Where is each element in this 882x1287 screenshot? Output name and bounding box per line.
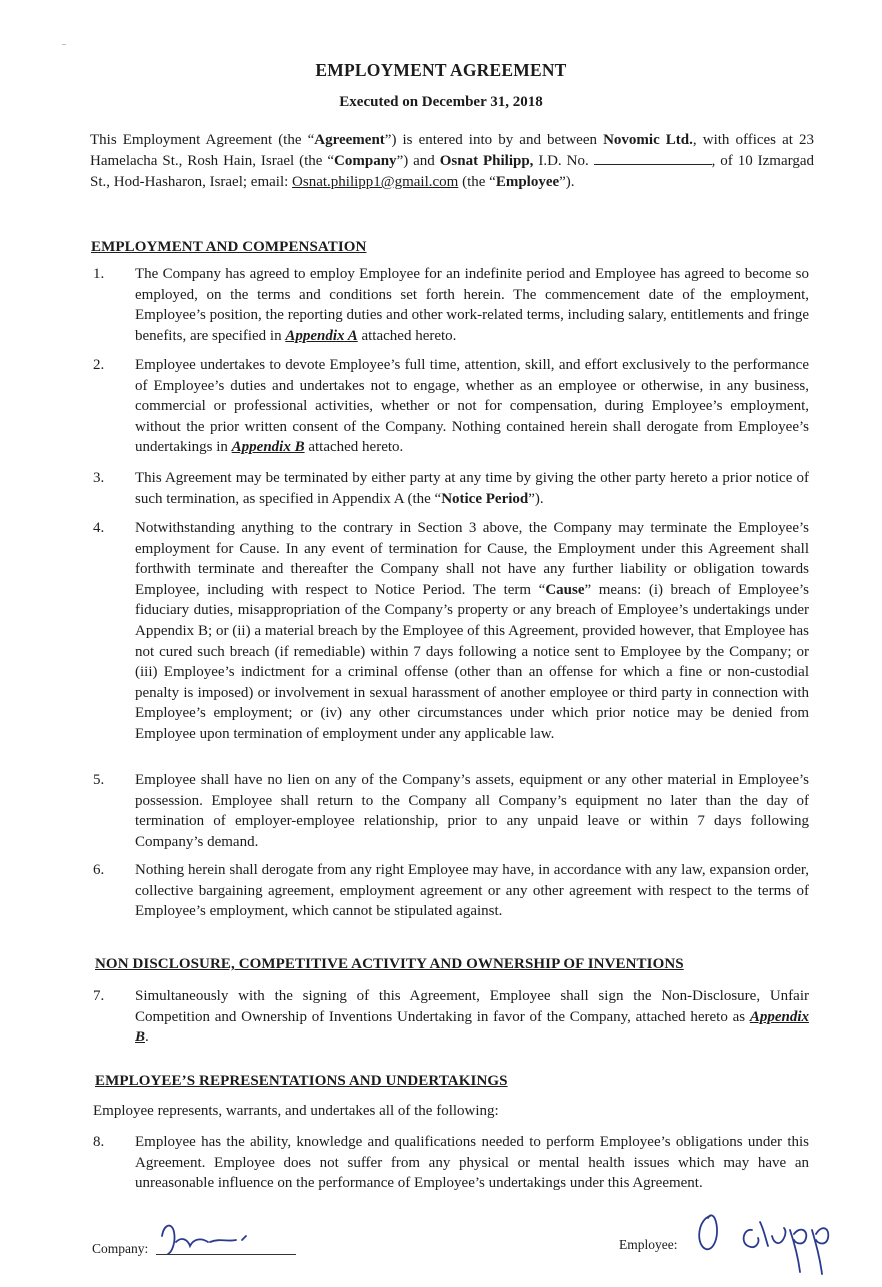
clause-text-part: Employee undertakes to devote Employee’s full time, attention, skill, and effort exclusively to the performance of Employee’s duties and undertakes not to engage, whether as an employee or otherwise, in any business, commercial or professional activities, whether or not for compensation, during Employee’s employment, without the prior written consent of the Company. Nothing contained herein shall derogate from Employee’s undertakings in: [135, 357, 809, 456]
clause-text: [135, 468, 809, 509]
appendix-ref: Appendix A: [285, 327, 358, 344]
clause-text-part: Notwithstanding anything to the contrary in Section 3 above, the Company may terminate the Employee’s employment for Cause. In any event of termination for Cause, the Employment under this Agreement shall forthwith terminate and thereafter the Company shall not have any further liability or obligation towards Employee, including with respect to Notice Period. The term “: [135, 520, 809, 598]
intro-text: This Employment Agreement (the “: [90, 132, 315, 148]
execution-date: Executed on December 31, 2018: [339, 94, 543, 110]
clause-text: Employee shall have no lien on any of the Company’s assets, equipment or any other material in Employee’s possession. Employee shall return to the Company all Company’s equipment no later than the day of termination of employer-employee relationship, prior to any unpaid leave or within 7 days following Company’s demand.: [135, 772, 809, 850]
defined-term-notice-period: Notice Period: [441, 490, 529, 507]
appendix-ref: Appendix B: [231, 439, 305, 456]
employee-name: Osnat Philipp,: [439, 153, 534, 169]
intro-text: I.D. No.: [533, 153, 594, 169]
clause-7: [93, 986, 809, 1048]
clause-text-part: ” means: (i) breach of Employee’s fiduciary duties, misappropriation of the Company’s property or any breach of Employee’s undertakings under Appendix B; or (ii) a material breach by the Employee of this Agreement, provided however, that Employee has not cured such breach (if remediable) within 7 days following a notice sent to Employee by the Company; or (iii) Employee’s indictment for a criminal offense (other than an offense for which a fine or non-custodial penalty is imposed) or involvement in sexual harassment of another employee or third party in connection with Employee’s employment; or (iv) any other circumstances under which prior notice may be denied from Employee upon termination of employment under any applicable law.: [135, 581, 809, 742]
defined-term-employee: Employee: [495, 174, 560, 190]
scan-mark: [62, 44, 66, 45]
clause-text-part: attached hereto.: [304, 439, 404, 456]
defined-term-company: Company: [334, 153, 397, 169]
clause-4: [93, 518, 809, 745]
clause-text-part: ”).: [528, 490, 544, 507]
clause-text: Nothing herein shall derogate from any right Employee may have, in accordance with any law, expansion order, collective bargaining agreement, employment agreement or any other agreement with respect to the terms of Employee’s employment, which cannot be stipulated against.: [135, 862, 809, 920]
clause-number: 8.: [93, 1134, 105, 1150]
intro-text: , of 10 Izmargad St., Hod-Hasharon, Israel; email:: [90, 153, 814, 190]
clause-8: [93, 1132, 809, 1194]
clause-text-part: attached hereto.: [357, 327, 457, 344]
clause-text: [135, 264, 809, 346]
clause-text: [135, 355, 809, 458]
appendix-ref: Appendix B: [135, 1008, 809, 1046]
defined-term-cause: Cause: [545, 581, 585, 598]
section-heading-non-disclosure: NON DISCLOSURE, COMPETITIVE ACTIVITY AND OWNERSHIP OF INVENTIONS: [95, 956, 684, 972]
clause-text-part: The Company has agreed to employ Employee for an indefinite period and Employee has agreed to become so employed, on the terms and conditions set forth herein. The commencement date of the employment, Employee’s position, the reporting duties and other work-related terms, including salary, entitlements and fringe benefits, are specified in: [135, 266, 809, 344]
company-signature-label: Company:: [92, 1241, 149, 1256]
company-signature: [150, 1212, 270, 1262]
clause-number: 3.: [93, 470, 105, 486]
clause-number: 7.: [93, 988, 105, 1004]
clause-number: 4.: [93, 520, 105, 536]
clause-number: 1.: [93, 266, 105, 282]
intro-text: ”) is entered into by and between: [384, 132, 604, 148]
employee-signature: [690, 1208, 850, 1283]
clause-text-part: Simultaneously with the signing of this Agreement, Employee shall sign the Non-Disclosure, Unfair Competition and Ownership of Inventions Undertaking in favor of the Company, attached hereto as: [135, 988, 809, 1025]
employee-signature-label: Employee:: [619, 1237, 678, 1252]
intro-paragraph: [90, 130, 814, 193]
clause-number: 5.: [93, 772, 105, 788]
clause-1: [93, 264, 809, 346]
clause-2: [93, 355, 809, 458]
clause-text-part: This Agreement may be terminated by either party at any time by giving the other party hereto a prior notice of such termination, as specified in Appendix A (the “: [135, 470, 809, 507]
intro-text: (the “: [458, 174, 496, 190]
document-title: EMPLOYMENT AGREEMENT: [315, 60, 567, 80]
intro-text: ”).: [559, 174, 575, 190]
clause-text-part: .: [145, 1029, 149, 1046]
id-number-blank: [594, 152, 712, 165]
clause-text: [135, 518, 809, 745]
clause-3: [93, 468, 809, 509]
clause-text: Employee has the ability, knowledge and qualifications needed to perform Employee’s obligations under this Agreement. Employee does not suffer from any physical or mental health issues which may have an unreasonable influence on the performance of Employee’s undertakings under this Agreement.: [135, 1134, 809, 1192]
intro-text: ”) and: [396, 153, 440, 169]
clause-number: 6.: [93, 862, 105, 878]
clause-6: [93, 860, 809, 922]
section-heading-representations: EMPLOYEE’S REPRESENTATIONS AND UNDERTAKINGS: [95, 1073, 508, 1089]
defined-term-agreement: Agreement: [314, 132, 385, 148]
intro-text: , with offices at 23 Hamelacha St., Rosh Hain, Israel (the “: [90, 132, 814, 169]
clause-text: [135, 986, 809, 1048]
representations-intro: Employee represents, warrants, and undertakes all of the following:: [93, 1103, 499, 1119]
section-heading-employment: EMPLOYMENT AND COMPENSATION: [91, 239, 367, 255]
clause-number: 2.: [93, 357, 105, 373]
email-link[interactable]: Osnat.philipp1@gmail.com: [292, 174, 459, 190]
company-name: Novomic Ltd.: [603, 132, 693, 148]
clause-5: [93, 770, 809, 852]
